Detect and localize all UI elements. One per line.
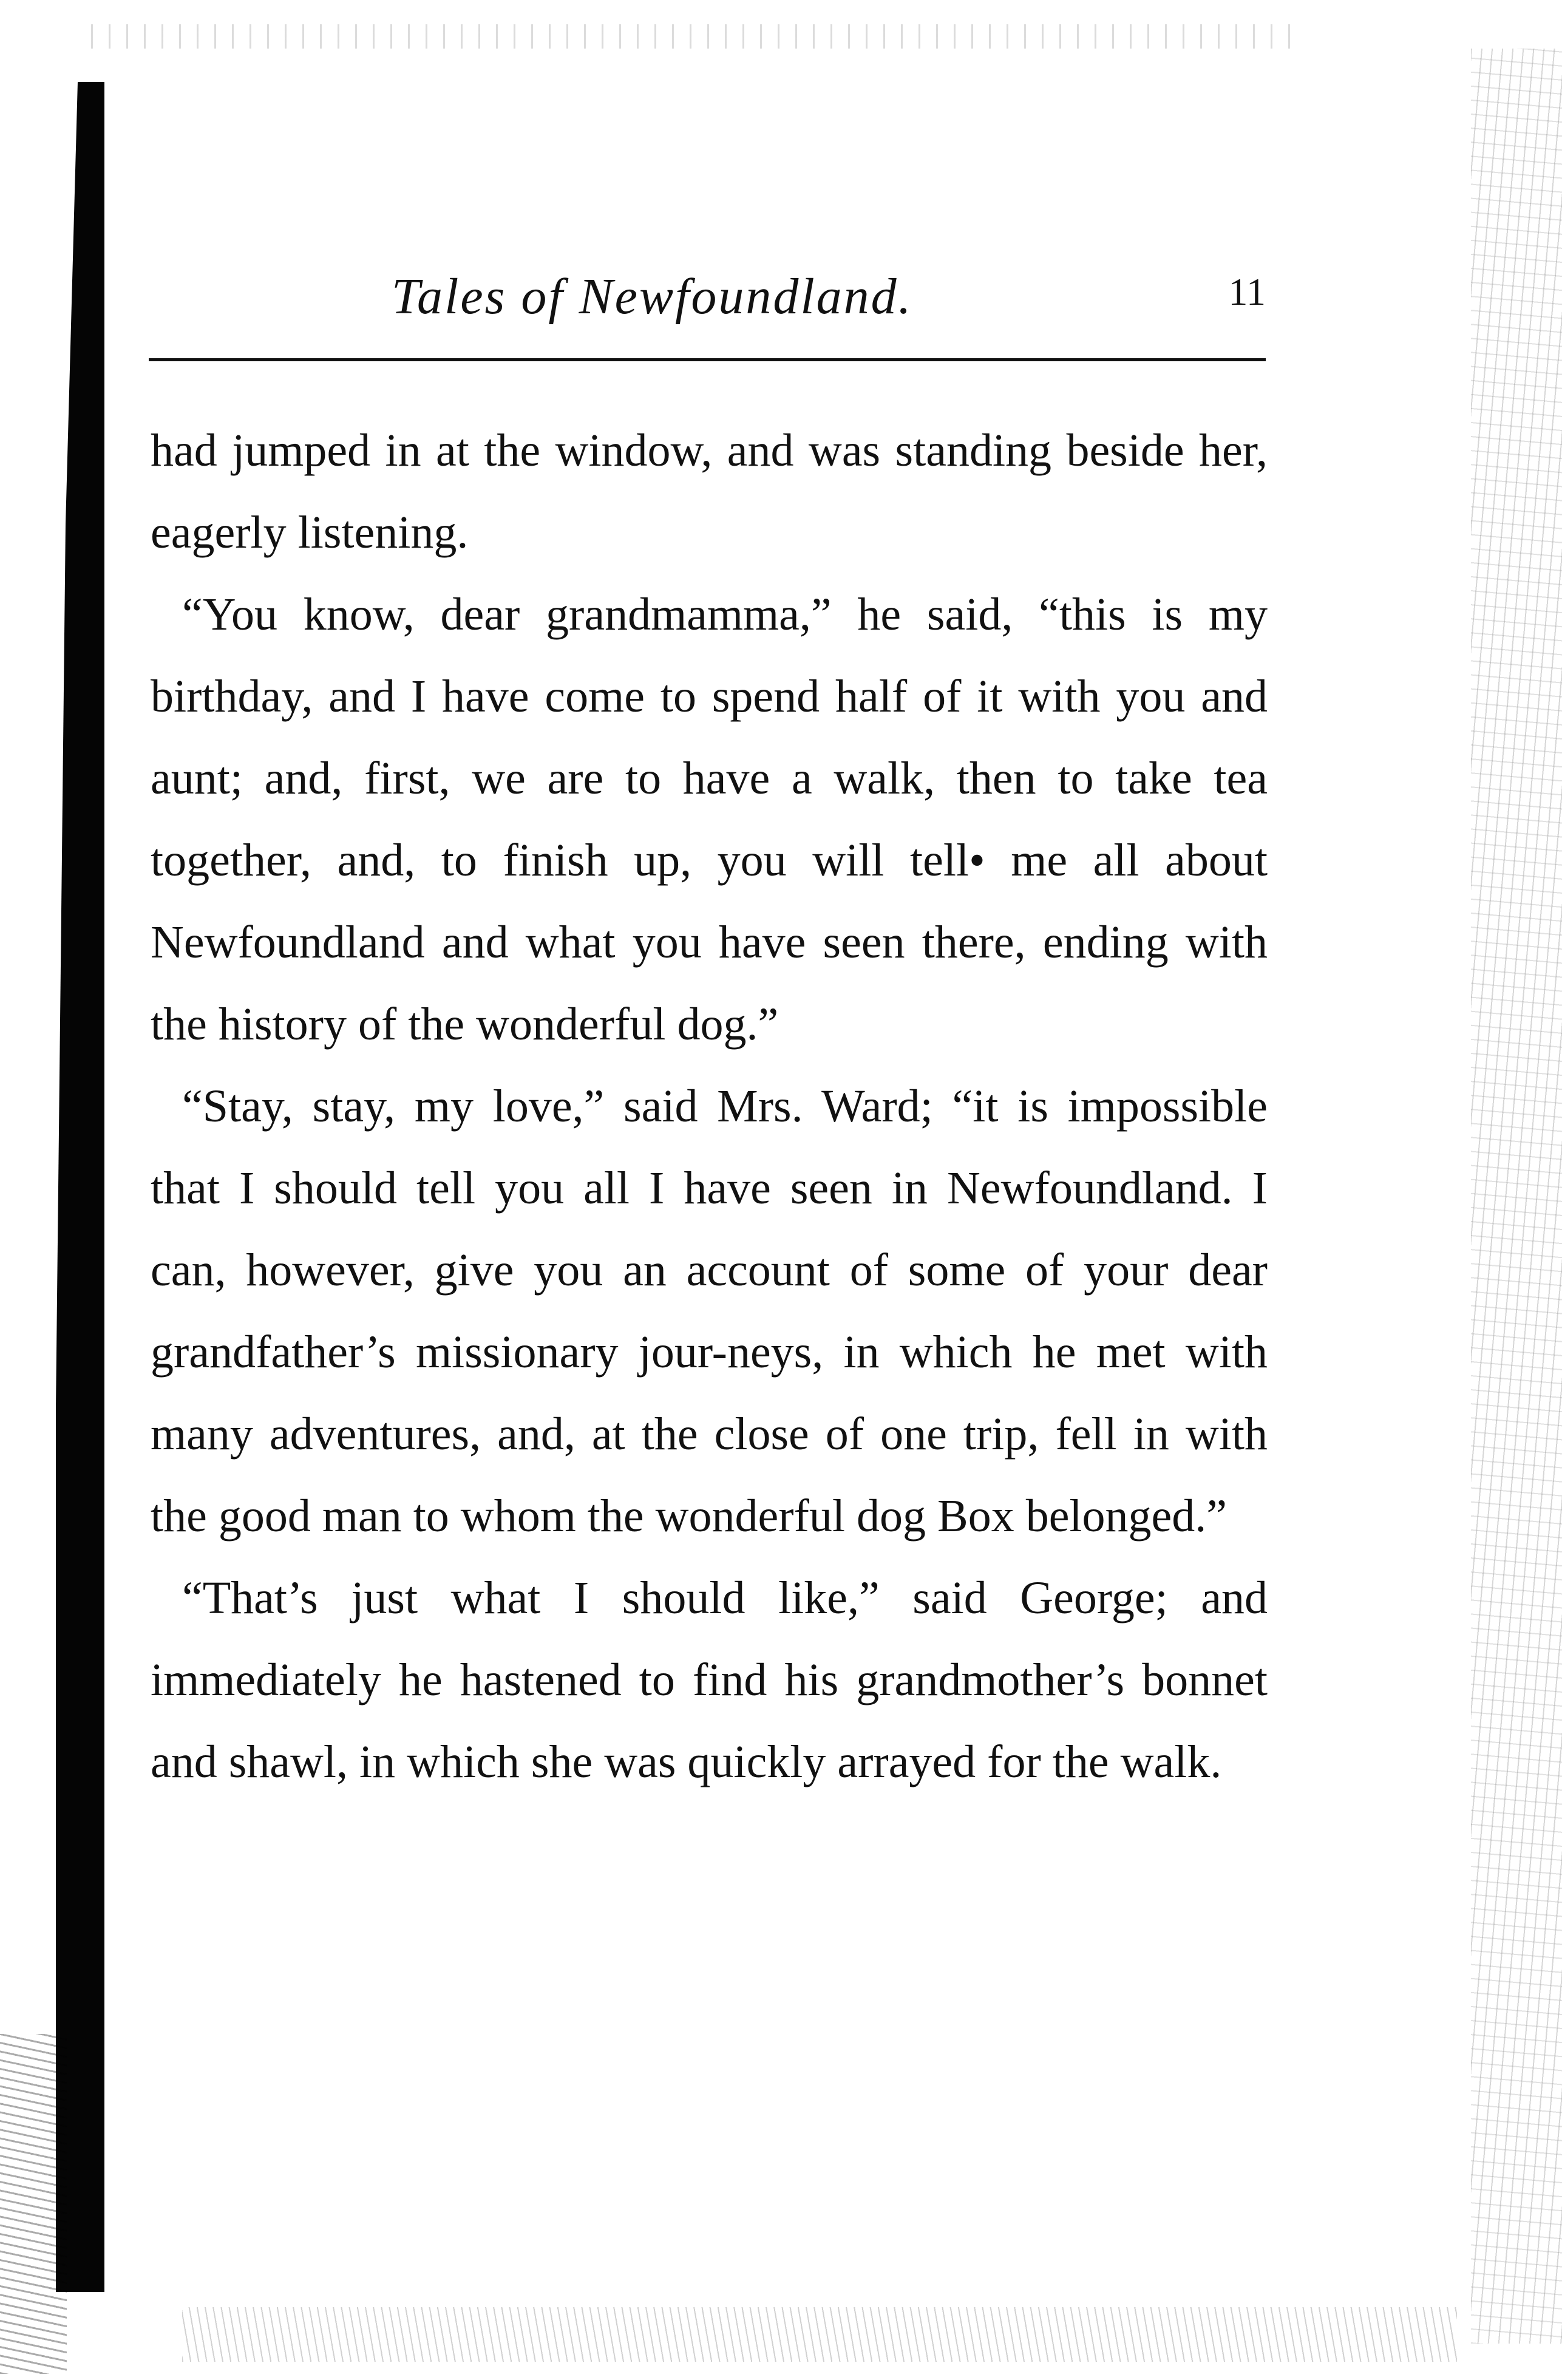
running-head [149,267,1266,346]
running-head-title: Tales of Newfoundland. [392,268,913,325]
binding-shadow [56,82,104,2292]
scan-speckle-top [91,24,1305,49]
paragraph: “That’s just what I should like,” said George; and immediately he hastened to find his grandmother’s bonnet and shawl, in which she was quickly arrayed for the walk. [151,1572,1268,1787]
paragraph: had jumped in at the window, and was standing beside her, eagerly listening. [151,425,1268,558]
paragraph: “You know, dear grandmamma,” he said, “this is my birthday, and I have come to spend half of it with you and aunt; and, first, we are to have a walk, then to take tea together, and, to finish up, you will tell• me all about Newfoundland and what you have seen there, ending with the history of the wonderful dog.” [151,589,1268,1050]
scan-speckle-bottom [182,2307,1457,2362]
paragraph: “Stay, stay, my love,” said Mrs. Ward; “it is impossible that I should tell you all I have seen in Newfoundland. I can, however, give you an account of some of your dear grandfather’s missionary jour-neys, in which he met with many adventures, and, at the close of one trip, fell in with the good man to whom the wonderful dog Box belonged.” [151,1081,1268,1542]
scan-speckle-left [0,2034,67,2374]
page-number: 11 [1228,270,1266,313]
header-rule [149,358,1266,361]
scan-speckle-right [1471,49,1562,2344]
body-text [151,410,1268,1803]
